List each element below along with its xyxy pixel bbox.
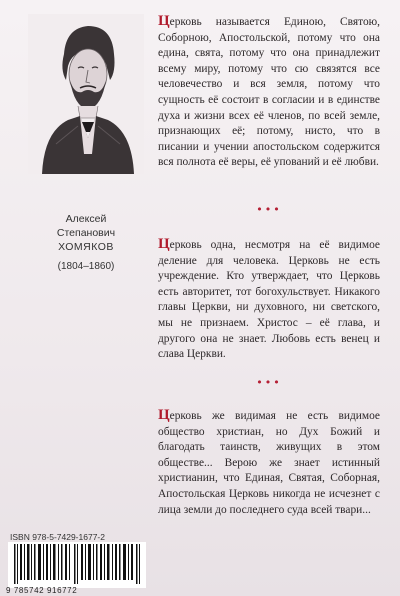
ornament-separator: ••• — [256, 203, 282, 216]
quote-paragraph — [158, 408, 380, 518]
author-surname: ХОМЯКОВ — [58, 241, 114, 253]
isbn-label: ISBN 978-5-7429-1677-2 — [10, 532, 105, 542]
barcode-image — [8, 542, 146, 588]
barcode-digits: 9 785742 916772 — [6, 586, 78, 595]
author-portrait — [28, 14, 144, 174]
quote-paragraph — [158, 237, 380, 363]
quote-paragraph — [158, 14, 380, 171]
author-patronymic: Степанович — [56, 227, 116, 239]
quote-block-3 — [158, 408, 380, 518]
drop-cap: Ц — [158, 407, 170, 423]
quote-text: ерковь же видимая не есть видимое общество христиан, но Дух Божий и благодать таинств, живущих в этом обществе... Верою же знает истинный христианин, что Единая, Святая, Соборная, Апостольская Церковь никогда не исчезнет с лица земли до последнего суда всей твари... — [158, 410, 380, 516]
quote-text: ерковь одна, несмотря на её видимое деление для человека. Церковь не есть учреждение. Кто утверждает, что Церковь есть авторитет, тот богохульствует. Никакого главы Церкви, ни духовного, ни светского, мы не признаем. Христос – её глава, и другого она не знает. Любовь есть венец и слава Церкви. — [158, 239, 380, 361]
author-years: (1804–1860) — [57, 261, 115, 272]
quote-block-1 — [158, 14, 380, 171]
ornament-separator: ••• — [256, 376, 282, 389]
quote-text: ерковь называется Единою, Святою, Соборною, Апостольской, потому что она едина, свята, потому что она принадлежит всему миру, потому что сю связятся все человечество и вся земля, потому что сущность её состоит в согласии и в единстве духа и жизни всех её членов, по всей земле, признающих её; потому, нисто, что в писании и учении апостольском содержится вся полнота её веры, её упований и её любви. — [158, 16, 380, 169]
author-first-name: Алексей — [65, 213, 107, 225]
drop-cap: Ц — [158, 236, 170, 252]
quote-block-2 — [158, 237, 380, 363]
drop-cap: Ц — [158, 13, 170, 29]
